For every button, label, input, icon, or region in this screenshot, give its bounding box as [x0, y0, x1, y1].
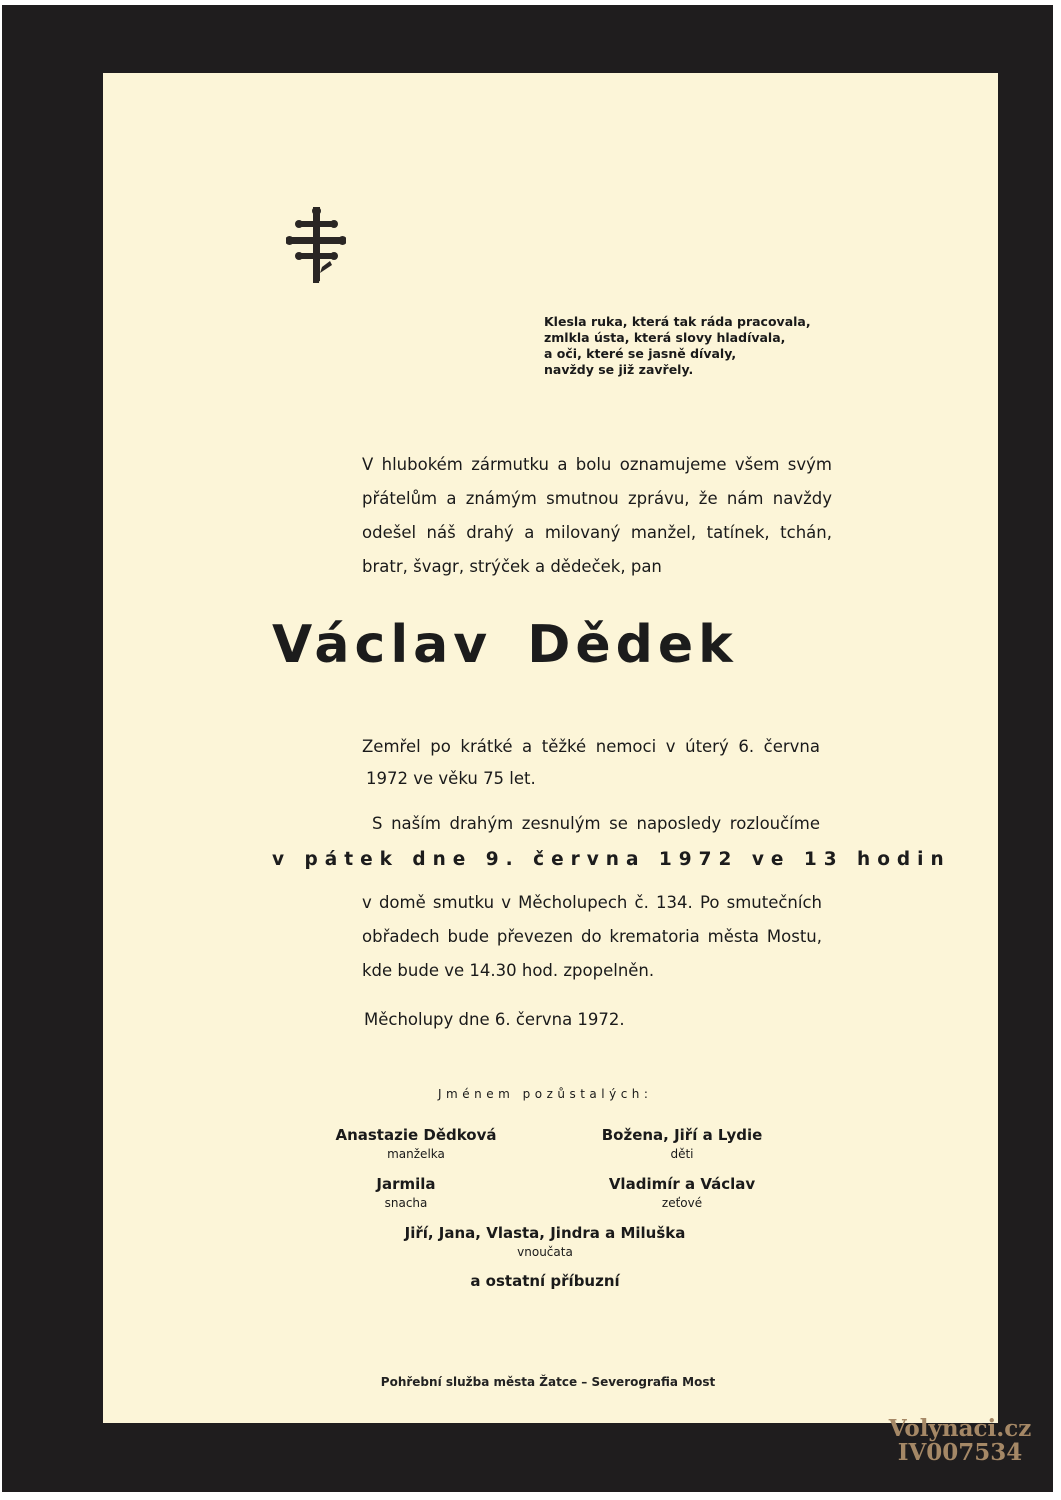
printer-credit: Pohřební služba města Žatce – Severografia Most [380, 1375, 716, 1389]
mourner-relation: vnoučata [517, 1245, 573, 1259]
watermark-site: Volynaci.cz [888, 1415, 1032, 1442]
mourner-name: Anastazie Dědková [335, 1126, 497, 1144]
archive-watermark [870, 1417, 1050, 1465]
memorial-verse [544, 314, 844, 378]
verse-line: a oči, které se jasně dívaly, [544, 346, 737, 361]
other-relatives: a ostatní příbuzní [470, 1272, 620, 1290]
announcement-line: odešel náš drahý a milovaný manžel, tatínek, tchán, [362, 523, 832, 542]
funeral-place-line: v domě smutku v Měcholupech č. 134. Po smutečních [362, 893, 822, 912]
death-line: Zemřel po krátké a těžké nemoci v úterý 6. června [362, 737, 820, 756]
place-and-date: Měcholupy dne 6. června 1972. [364, 1010, 625, 1029]
verse-line: navždy se již zavřely. [544, 362, 694, 377]
funeral-place-line: obřadech bude převezen do krematoria města Mostu, [362, 927, 822, 946]
announcement-line: přátelům a známým smutnou zprávu, že nám navždy [362, 489, 832, 508]
announcement-line: bratr, švagr, strýček a dědeček, pan [362, 557, 662, 576]
mourners-heading: Jménem pozůstalých: [438, 1087, 653, 1101]
mourner-sons-in-law [582, 1175, 782, 1210]
verse-line: zmlkla ústa, která slovy hladívala, [544, 330, 786, 345]
death-line: 1972 ve věku 75 let. [366, 769, 536, 788]
mourner-children [582, 1126, 782, 1161]
mourner-wife [316, 1126, 516, 1161]
watermark-id: IV007534 [897, 1439, 1023, 1466]
deceased-name: Václav Dědek [272, 615, 738, 675]
mourner-name: Jiří, Jana, Vlasta, Jindra a Miluška [404, 1224, 686, 1242]
mourner-daughter-in-law [316, 1175, 496, 1210]
funeral-date: v pátek dne 9. června 1972 ve 13 hodin [272, 849, 951, 870]
mourner-name: Božena, Jiří a Lydie [601, 1126, 763, 1144]
mourner-grandchildren [345, 1224, 745, 1259]
funeral-place-line: kde bude ve 14.30 hod. zpopelněn. [362, 961, 655, 980]
mourner-relation: manželka [387, 1147, 445, 1161]
cross-icon [286, 207, 346, 283]
announcement-line: V hlubokém zármutku a bolu oznamujeme všem svým [362, 455, 832, 474]
mourner-relation: zeťové [661, 1196, 703, 1210]
farewell-intro: S naším drahým zesnulým se naposledy rozloučíme [372, 814, 820, 833]
verse-line: Klesla ruka, která tak ráda pracovala, [544, 314, 811, 329]
mourner-relation: děti [670, 1147, 694, 1161]
death-details [362, 731, 820, 795]
mourner-name: Jarmila [376, 1175, 436, 1193]
mourner-name: Vladimír a Václav [608, 1175, 756, 1193]
mourner-relation: snacha [384, 1196, 428, 1210]
funeral-place [362, 886, 822, 988]
announcement-paragraph [362, 448, 832, 584]
